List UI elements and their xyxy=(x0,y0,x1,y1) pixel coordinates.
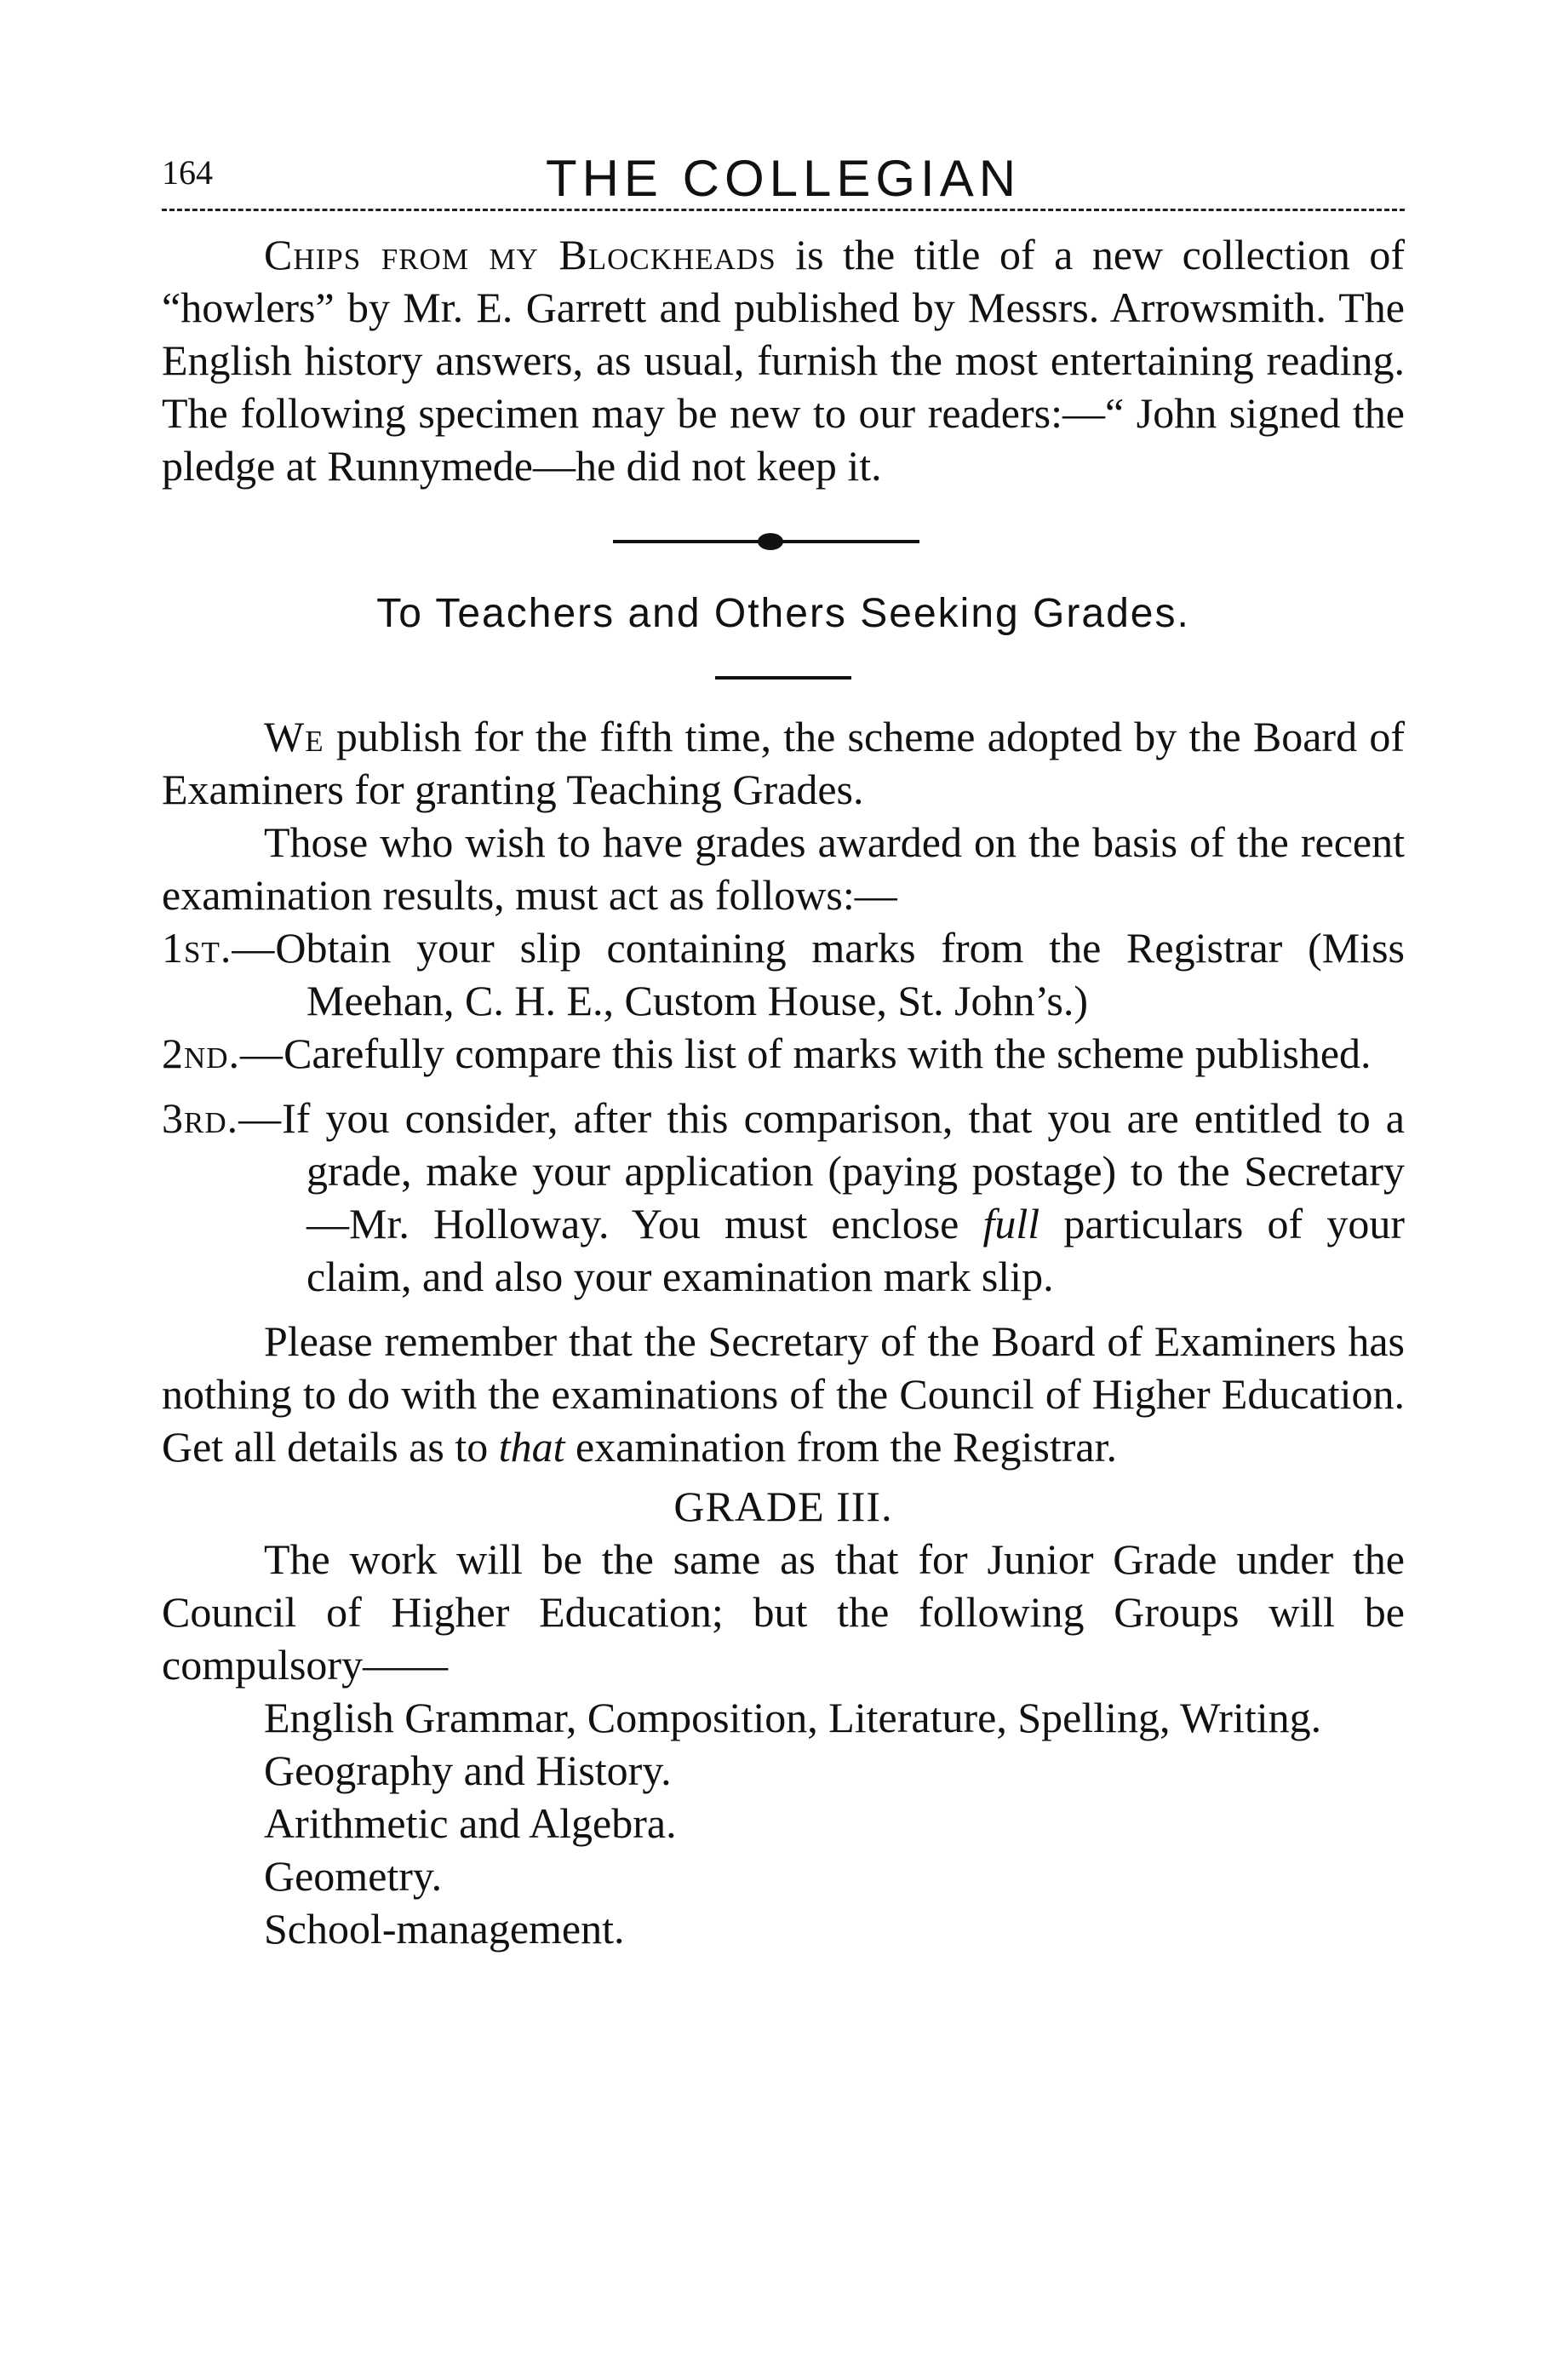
those-paragraph: Those who wish to have grades awarded on the basis of the recent examination results, must act as follows:— xyxy=(162,818,1405,919)
short-rule xyxy=(715,676,851,680)
page-body xyxy=(162,228,1405,1955)
grade-heading: GRADE III. xyxy=(673,1482,893,1530)
spacer xyxy=(162,1303,1405,1315)
page-number: 164 xyxy=(162,153,213,192)
section-title: To Teachers and Others Seeking Grades. xyxy=(376,591,1190,636)
intro-paragraph xyxy=(162,710,1405,816)
subject-item: Geometry. xyxy=(264,1852,443,1900)
step-2-label: 2nd.— xyxy=(162,1029,284,1077)
chips-paragraph xyxy=(162,228,1405,492)
chips-lead: Chips from my Blockheads xyxy=(264,231,776,278)
intro-text: publish for the fifth time, the scheme adopted by the Board of Examiners for granting Teaching Grades. xyxy=(162,713,1405,813)
running-title: THE COLLEGIAN xyxy=(545,150,1022,207)
remember-emphasis: that xyxy=(498,1423,565,1471)
remember-text-before: Please remember that the Secretary of the Board of Examiners has nothing to do with the examinations of the Council of Higher Education. Get all details as to xyxy=(162,1317,1405,1471)
step-3-text-after: particulars of your claim, and also your examination mark slip. xyxy=(306,1200,1405,1300)
grade-paragraph: The work will be the same as that for Junior Grade under the Council of Higher Education; but the following Groups will be compulsory—— xyxy=(162,1535,1405,1689)
subject-item: School-management. xyxy=(264,1905,625,1953)
step-1 xyxy=(162,921,1405,1027)
intro-lead: We xyxy=(264,713,324,760)
step-1-text: Obtain your slip containing marks from the Registrar (Miss Meehan, C. H. E., Custom House, St. John’s.) xyxy=(275,924,1405,1024)
ornamental-divider xyxy=(162,514,1405,567)
chips-text: is the title of a new collection of “howlers” by Mr. E. Garrett and published by Messrs. Arrowsmith. The English history answers, as usual, furnish the most entertaining reading. The following specimen may be new to our readers:—“ John signed the pledge at Runnymede—he did not keep it. xyxy=(162,231,1405,490)
header-rule xyxy=(162,209,1405,211)
step-3-label: 3rd.— xyxy=(162,1094,283,1142)
ornament-dot xyxy=(758,533,783,550)
page-header xyxy=(162,149,1405,217)
subject-item: English Grammar, Composition, Literature, Spelling, Writing. xyxy=(264,1694,1322,1741)
step-2-text: Carefully compare this list of marks with the scheme published. xyxy=(283,1029,1372,1077)
step-3-text-before: If you consider, after this comparison, that you are entitled to a grade, make your application (paying postage) to the Secretary—Mr. Holloway. You must enclose xyxy=(282,1094,1405,1247)
subject-item: Geography and History. xyxy=(264,1746,672,1794)
spacer xyxy=(162,1080,1405,1092)
subject-item: Arithmetic and Algebra. xyxy=(264,1799,677,1847)
step-2 xyxy=(162,1027,1405,1080)
remember-text-after: examination from the Registrar. xyxy=(564,1423,1117,1471)
step-3-emphasis: full xyxy=(982,1200,1040,1247)
step-1-label: 1st.— xyxy=(162,924,276,972)
remember-paragraph xyxy=(162,1315,1405,1473)
step-3 xyxy=(162,1092,1405,1303)
